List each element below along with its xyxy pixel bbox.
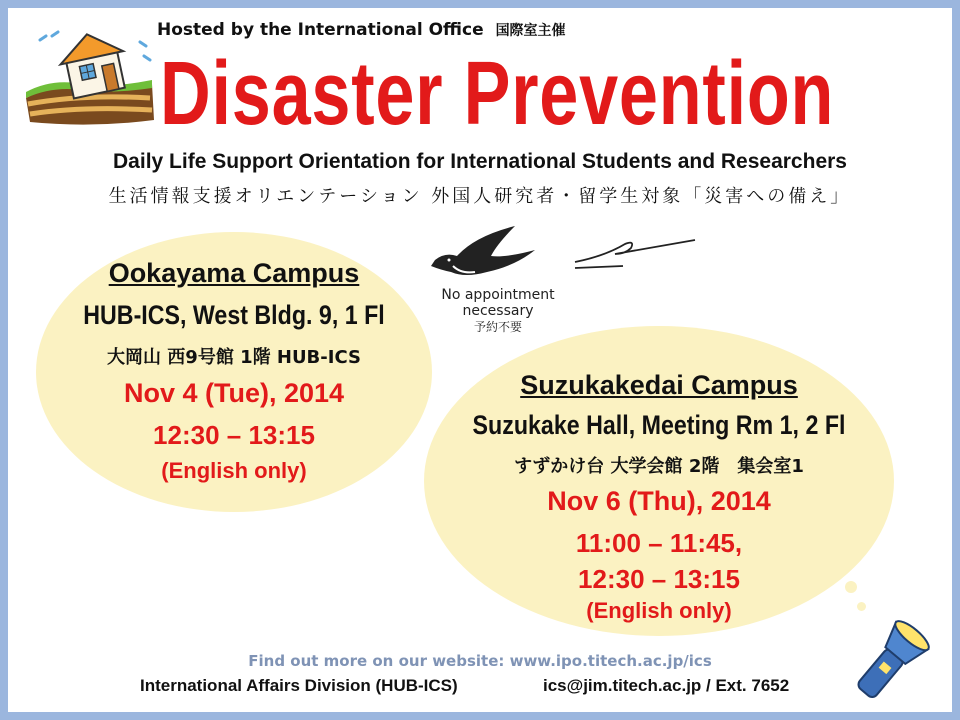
subtitle-jp: 生活情報支援オリエンテーション 外国人研究者・留学生対象「災害への備え」 bbox=[108, 186, 852, 207]
bird-icon bbox=[425, 222, 705, 292]
language-note-suzukakedai: (English only) bbox=[586, 598, 732, 623]
appointment-line2: necessary bbox=[462, 303, 534, 319]
venue-ookayama: HUB-ICS, West Bldg. 9, 1 Fl bbox=[83, 300, 385, 330]
campus-name-ookayama: Ookayama Campus bbox=[108, 258, 360, 288]
house-icon bbox=[22, 28, 157, 128]
language-note-ookayama: (English only) bbox=[161, 458, 307, 483]
contact-info: ics@jim.titech.ac.jp / Ext. 7652 bbox=[543, 676, 790, 695]
appointment-line1: No appointment bbox=[441, 287, 555, 303]
page-title: Disaster Prevention bbox=[160, 44, 835, 144]
time-suzukakedai-2: 12:30 – 13:15 bbox=[578, 564, 740, 594]
appointment-note bbox=[428, 287, 568, 335]
website-line: Find out more on our website: www.ipo.titech.ac.jp/ics bbox=[248, 652, 712, 670]
division-name: International Affairs Division (HUB-ICS) bbox=[140, 676, 458, 695]
host-en: Hosted by the International Office bbox=[157, 20, 484, 40]
venue-jp-suzukakedai: すずかけ台 大学会館 2階 集会室1 bbox=[514, 456, 804, 477]
host-line bbox=[157, 20, 566, 40]
campus-name-suzukakedai: Suzukakedai Campus bbox=[520, 370, 798, 400]
venue-suzukakedai: Suzukake Hall, Meeting Rm 1, 2 Fl bbox=[472, 410, 846, 440]
date-ookayama: Nov 4 (Tue), 2014 bbox=[123, 378, 345, 408]
time-suzukakedai-1: 11:00 – 11:45, bbox=[575, 528, 743, 558]
time-ookayama: 12:30 – 13:15 bbox=[153, 420, 315, 450]
date-suzukakedai: Nov 6 (Thu), 2014 bbox=[547, 486, 771, 516]
host-jp: 国際室主催 bbox=[495, 23, 566, 39]
venue-jp-ookayama: 大岡山 西9号館 1階 HUB-ICS bbox=[107, 347, 361, 368]
subtitle: Daily Life Support Orientation for International Students and Researchers bbox=[113, 150, 847, 173]
appointment-line3: 予約不要 bbox=[473, 320, 522, 334]
